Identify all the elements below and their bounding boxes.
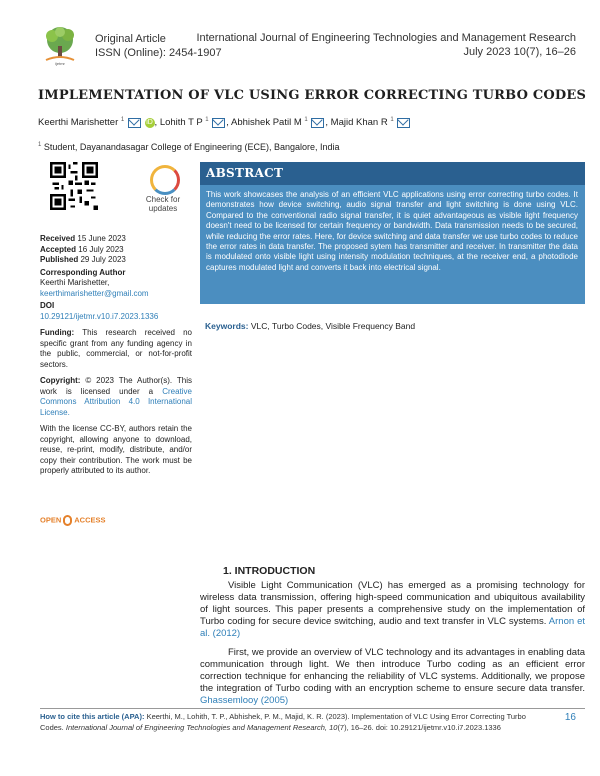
keywords bbox=[205, 321, 415, 331]
qr-code-icon[interactable] bbox=[50, 162, 98, 210]
affiliation-marker: 1 bbox=[205, 117, 209, 123]
license-text: With the license CC-BY, authors retain the copyright, allowing anyone to download, reuse, re-print, modify, distribute, and/or copy their contribution. The work must be properly attributed to its author. bbox=[40, 424, 192, 475]
accepted-label: Accepted bbox=[40, 244, 77, 254]
paragraph-text: First, we provide an overview of VLC technology and its advantages in enabling data communication through light. We then introduce Turbo coding as an efficient error correction technique for enhancing the reliability of VLC systems. Additionally, we propose the integration of Turbo coding with an encryption scheme to ensure secure data transfer. bbox=[200, 647, 585, 694]
footer-divider bbox=[40, 708, 585, 709]
doi-link[interactable]: 10.29121/ijetmr.v10.i7.2023.1336 bbox=[40, 311, 159, 321]
svg-text:ijetmr: ijetmr bbox=[55, 61, 65, 66]
article-sidebar bbox=[40, 234, 192, 483]
corresponding-name: Keerthi Marishetter, bbox=[40, 278, 110, 287]
update-badge-icon bbox=[150, 165, 180, 195]
author-name[interactable]: Lohith T P bbox=[159, 117, 203, 129]
author-name[interactable]: Abhishek Patil M bbox=[231, 117, 302, 129]
journal-logo bbox=[38, 24, 82, 66]
page-number: 16 bbox=[564, 712, 576, 723]
doi-label: DOI bbox=[40, 301, 55, 310]
author-name[interactable]: Keerthi Marishetter bbox=[38, 117, 119, 129]
abstract-text: This work showcases the analysis of an efficient VLC applications using error correcting turbo codes. It demonstrates how device switching, audio signal transfer and light switching is done using VLC. Compared to the conventional radio signal transfer, it is quiet advantageous as visible light frequency doesn't need to be licensed for certain frequency or bandwidth. Data transmission needs to be secured, while reducing the error rates. Here, for device switching and data transfer we use turbo codes to reduce the error rates in data transfer. The proposed sytem has transmitter and receiver. In transmitter the data is modulated onto visible light using intensity modulation techniques, at the receiver end, a photodiode captures modulated light and converts it back into electrical signal. bbox=[206, 190, 578, 272]
journal-name: International Journal of Engineering Technologies and Management Research bbox=[196, 32, 576, 44]
affiliation bbox=[38, 142, 340, 152]
check-for-updates-button[interactable] bbox=[138, 163, 188, 221]
paragraph-text: Visible Light Communication (VLC) has emerged as a promising technology for wireless data transmission, offering high-speed communication and ubiquitous availability of light sources. This paper presents a comprehensive study on the implementation of Turbo coding for secure device switching, audio and text transfer in VLC systems. bbox=[200, 580, 585, 627]
affiliation-marker: 1 bbox=[390, 117, 394, 123]
orcid-icon[interactable]: iD bbox=[146, 118, 153, 126]
affiliation-marker: 1 bbox=[120, 117, 125, 123]
cite-label: How to cite this article (APA): bbox=[40, 712, 145, 721]
issn: ISSN (Online): 2454-1907 bbox=[95, 47, 222, 59]
funding-text: This research received no specific grant from any funding agency in the public, commercial, or not-for-profit sectors. bbox=[40, 328, 193, 369]
accepted-date: 16 July 2023 bbox=[78, 244, 124, 254]
header-right bbox=[196, 31, 576, 59]
affiliation-marker: 1 bbox=[304, 117, 308, 123]
copyright-label: Copyright: bbox=[40, 376, 81, 385]
copyright-text: © 2023 The Author(s). This work is licensed under a bbox=[40, 376, 192, 396]
published-date: 29 July 2023 bbox=[80, 255, 126, 264]
open-lock-icon bbox=[63, 515, 72, 526]
license-link[interactable]: Creative Commons Attribution 4.0 International License. bbox=[40, 386, 192, 417]
cite-issue: (7), 16–26. doi: 10.29121/ijetmr.v10.i7.2023.1336 bbox=[337, 722, 501, 732]
author-list: Keerthi Marishetter $^1$ iD , Lohith T P $^1$ , Abhishek Patil M $^1$ , Majid Khan R $^1$ bbox=[38, 117, 411, 128]
check-updates-label: Check for updates bbox=[145, 195, 181, 213]
cite-journal: International Journal of Engineering Technologies and Management Research, 10 bbox=[65, 722, 338, 732]
email-icon[interactable] bbox=[212, 118, 225, 128]
issue-info: July 2023 10(7), 16–26 bbox=[463, 46, 576, 58]
corresponding-label: Corresponding Author bbox=[40, 267, 126, 277]
corresponding-email-link[interactable]: keerthimarishetter@gmail.com bbox=[40, 288, 149, 298]
article-title: IMPLEMENTATION OF VLC USING ERROR CORRECTING TURBO CODES bbox=[38, 88, 587, 103]
funding-label: Funding: bbox=[40, 328, 75, 337]
affiliation-text: Student, Dayanandasagar College of Engineering (ECE), Bangalore, India bbox=[43, 142, 340, 152]
section-heading: 1. INTRODUCTION bbox=[223, 565, 316, 577]
received-label: Received bbox=[40, 234, 76, 243]
received-date: 15 June 2023 bbox=[77, 234, 126, 243]
cite-authors: Keerthi, M., Lohith, T. P., Abhishek, P. M., Majid, K. R. (2023). Implementation of VLC Using Error Correcting Turbo Codes. bbox=[40, 712, 526, 732]
keywords-text: VLC, Turbo Codes, Visible Frequency Band bbox=[250, 321, 416, 331]
email-icon[interactable] bbox=[128, 118, 141, 128]
citation-link[interactable]: Ghassemlooy (2005) bbox=[200, 695, 289, 706]
abstract-heading: ABSTRACT bbox=[200, 162, 585, 185]
article-type: Original Article bbox=[95, 33, 166, 45]
open-access-badge: OPEN ACCESS bbox=[40, 515, 106, 525]
keywords-label: Keywords: bbox=[205, 321, 249, 331]
intro-paragraph-2 bbox=[200, 647, 585, 707]
citation-footer bbox=[40, 712, 540, 733]
author-name[interactable]: Majid Khan R bbox=[330, 117, 388, 129]
published-label: Published bbox=[40, 255, 79, 264]
email-icon[interactable] bbox=[311, 118, 324, 128]
abstract-box bbox=[200, 162, 585, 304]
citation-link[interactable]: Arnon et al. (2012) bbox=[200, 616, 586, 639]
affiliation-marker: 1 bbox=[38, 142, 42, 148]
email-icon[interactable] bbox=[397, 118, 410, 128]
intro-paragraph-1 bbox=[200, 580, 585, 640]
